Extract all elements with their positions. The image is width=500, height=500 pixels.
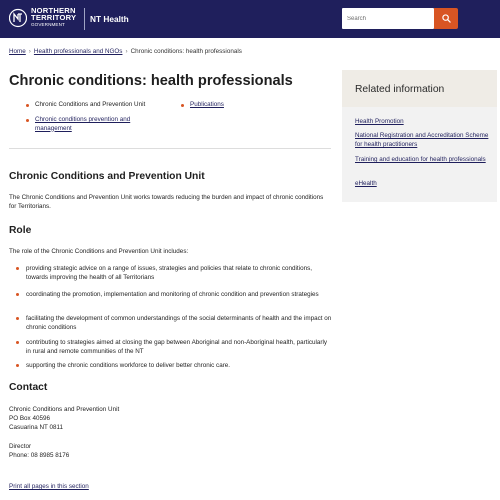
section-heading-ccpu: Chronic Conditions and Prevention Unit [9,171,205,182]
chevron-right-icon: › [125,48,128,55]
contact-phone: Phone: 08 8985 8176 [9,452,70,460]
toc-item [26,116,156,133]
section-ccpu-text: The Chronic Conditions and Prevention Unit works towards reducing the burden and impact of chronic conditions for Territorians. [9,194,324,211]
contact-director-label: Director [9,443,32,450]
breadcrumb [9,48,242,56]
nt-logo-icon [9,8,27,28]
section-heading-role: Role [9,225,32,236]
section-divider [9,148,331,149]
logo-line-gov: GOVERNMENT [31,21,65,27]
contact-suburb: Casuarina NT 0811 [9,424,64,432]
header-divider [84,8,85,30]
page-title: Chronic conditions: health professionals [9,73,293,89]
search-button[interactable] [434,8,458,29]
toc-item [181,101,301,110]
related-link-health-promotion[interactable]: Health Promotion [355,118,404,125]
contact-address [9,405,119,433]
logo-wordmark [31,7,76,28]
contact-unit: Chronic Conditions and Prevention Unit [9,406,120,413]
search-box [342,8,434,29]
related-link-ehealth[interactable]: eHealth [355,180,377,187]
related-header [342,70,497,107]
related-title: Related information [355,84,445,95]
search-icon [442,14,451,23]
toc-item [26,101,176,110]
chevron-right-icon: › [28,48,31,55]
list-item: supporting the chronic conditions workforce to deliver better chronic care. [16,361,332,370]
toc-link-publications[interactable]: Publications [190,101,224,108]
list-item: contributing to strategies aimed at closing the gap between Aboriginal and non-Aboriginal health, particularly in rural and remote communities of the NT [16,338,332,356]
logo-line-1: NORTHERN [31,6,76,15]
breadcrumb-current: Chronic conditions: health professionals [130,48,242,55]
contact-director [9,442,69,460]
related-link-nras[interactable]: National Registration and Accreditation Scheme for health practitioners [355,132,489,149]
breadcrumb-home[interactable]: Home [9,48,26,55]
site-header [0,0,500,38]
logo-line-2: TERRITORY [31,13,77,23]
search-input[interactable] [342,8,434,29]
contact-po-box: PO Box 40596 [9,415,50,423]
print-all-pages-link[interactable]: Print all pages in this section [9,483,89,490]
site-name[interactable]: NT Health [90,14,129,24]
related-information-panel [342,70,497,202]
role-intro: The role of the Chronic Conditions and Prevention Unit includes: [9,248,189,255]
related-link-training[interactable]: Training and education for health professionals [355,156,486,163]
list-item: providing strategic advice on a range of issues, strategies and policies that relate to chronic conditions, towards improving the health of all Territorians [16,264,332,282]
toc-link-prevention-management[interactable]: Chronic conditions prevention and management [35,116,131,132]
list-item: coordinating the promotion, implementation and monitoring of chronic condition and prevention strategies [16,290,332,299]
list-item: facilitating the development of common understandings of the social determinants of health and the impact on chronic conditions [16,314,332,332]
toc-item-label: Chronic Conditions and Prevention Unit [35,101,146,108]
section-heading-contact: Contact [9,382,48,393]
nt-government-logo[interactable] [9,7,83,31]
breadcrumb-health-professionals[interactable]: Health professionals and NGOs [33,48,123,55]
